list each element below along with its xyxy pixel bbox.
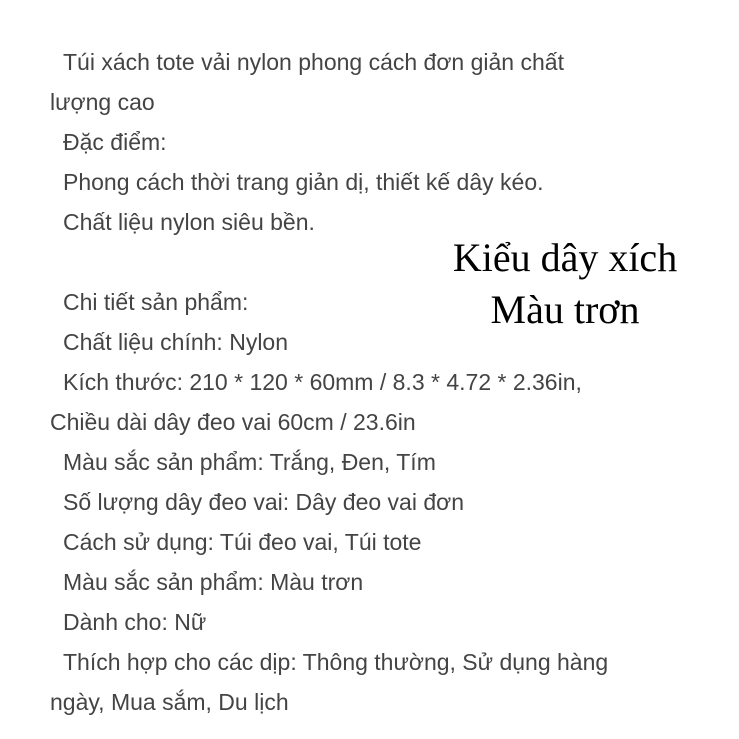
description-line: Số lượng dây đeo vai: Dây đeo vai đơn [63,489,465,515]
description-line: Thích hợp cho các dịp: Thông thường, Sử dụng hàng [63,649,609,675]
description-line: Cách sử dụng: Túi đeo vai, Túi tote [63,529,422,555]
description-line: Màu sắc sản phẩm: Màu trơn [63,569,364,595]
description-line: ngày, Mua sắm, Du lịch [50,689,289,715]
style-overlay-label [425,232,705,336]
overlay-line-chain-strap: Kiểu dây xích [452,235,678,280]
details-heading: Chi tiết sản phẩm: [63,289,249,315]
description-line: Túi xách tote vải nylon phong cách đơn giản chất [63,49,564,75]
description-line: Màu sắc sản phẩm: Trắng, Đen, Tím [63,449,436,475]
description-line: Chất liệu nylon siêu bền. [63,209,315,235]
description-line: Phong cách thời trang giản dị, thiết kế dây kéo. [63,169,544,195]
features-heading: Đặc điểm: [63,129,167,155]
description-line: Kích thước: 210 * 120 * 60mm / 8.3 * 4.72 * 2.36in, [63,369,582,395]
description-line: Chiều dài dây đeo vai 60cm / 23.6in [50,409,416,435]
product-description [50,42,710,722]
description-line: lượng cao [50,89,155,115]
description-line: Chất liệu chính: Nylon [63,329,289,355]
description-line: Dành cho: Nữ [63,609,207,635]
overlay-line-solid-color: Màu trơn [490,287,640,332]
